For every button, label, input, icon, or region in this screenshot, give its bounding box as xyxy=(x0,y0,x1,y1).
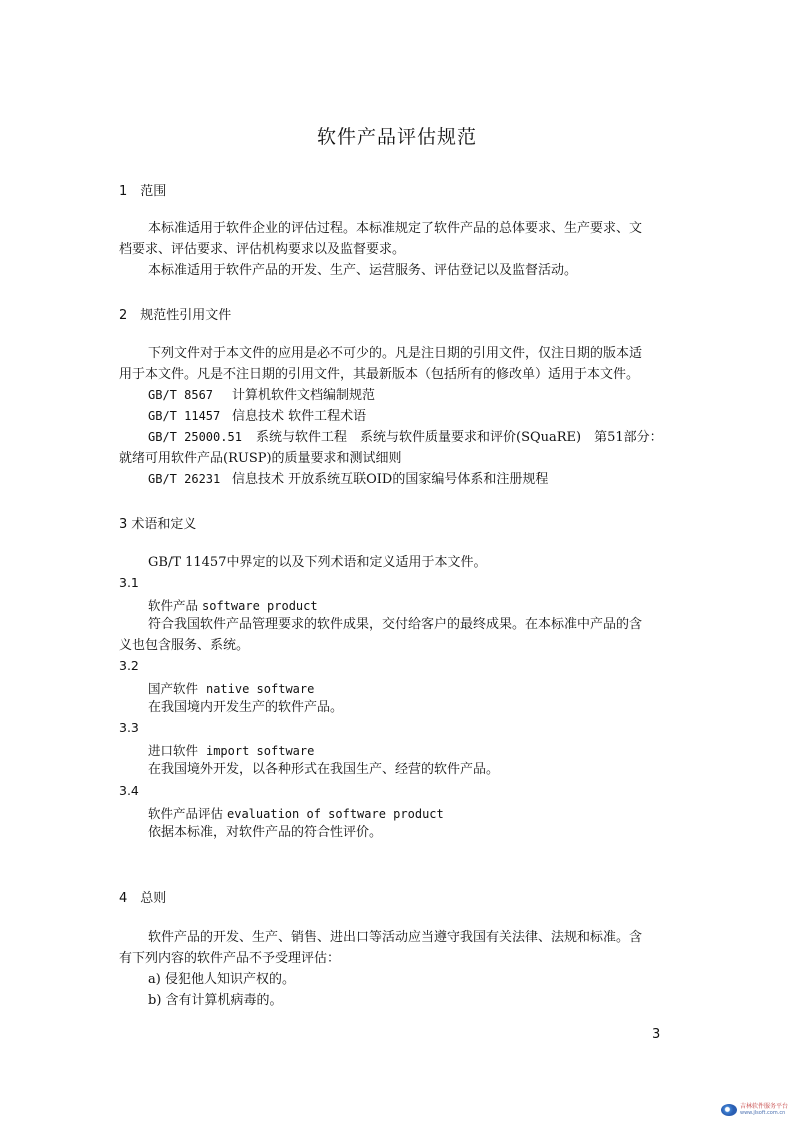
reference-title: 就绪可用软件产品(RUSP)的质量要求和测试细则 xyxy=(119,451,402,466)
reference-code: GB/T 25000.51 xyxy=(148,430,242,444)
section-1-para-1-line-2: 档要求、评估要求、评估机构要求以及监督要求。 xyxy=(119,242,406,257)
section-1-para-1-line-1: 本标准适用于软件企业的评估过程。本标准规定了软件产品的总体要求、生产要求、文 xyxy=(148,221,643,236)
term-title xyxy=(148,596,318,614)
reference-title: 信息技术 开放系统互联OID的国家编号体系和注册规程 xyxy=(232,472,549,487)
reference-item-continuation xyxy=(119,448,402,469)
section-3-heading: 3 术语和定义 xyxy=(119,517,197,532)
term-title xyxy=(148,804,444,822)
watermark xyxy=(721,1103,788,1117)
globe-logo-icon xyxy=(721,1104,737,1116)
section-4-para-line-2: 有下列内容的软件产品不予受理评估： xyxy=(119,951,341,966)
term-en: native software xyxy=(205,682,315,696)
list-item: b) 含有计算机病毒的。 xyxy=(148,993,283,1008)
reference-title: 系统与软件工程 系统与软件质量要求和评价(SQuaRE) 第51部分： xyxy=(256,430,663,445)
page-number: 3 xyxy=(652,1027,661,1042)
watermark-name: 吉林软件服务平台 xyxy=(739,1103,788,1110)
term-cn: 进口软件 xyxy=(148,743,199,758)
section-2-para-line-1: 下列文件对于本文件的应用是必不可少的。凡是注日期的引用文件，仅注日期的版本适 xyxy=(148,346,643,361)
reference-item xyxy=(148,469,548,490)
reference-code: GB/T 11457 xyxy=(148,409,221,423)
section-3-intro: GB/T 11457中界定的以及下列术语和定义适用于本文件。 xyxy=(148,555,487,570)
section-4-heading: 4 总则 xyxy=(119,891,167,906)
section-4-para-line-1: 软件产品的开发、生产、销售、进出口等活动应当遵守我国有关法律、法规和标准。含 xyxy=(148,930,643,945)
term-cn: 国产软件 xyxy=(148,681,199,696)
term-cn: 软件产品 xyxy=(148,598,199,613)
term-title xyxy=(148,679,314,697)
reference-item xyxy=(148,406,366,427)
reference-title: 计算机软件文档编制规范 xyxy=(232,388,376,403)
section-2-para-line-2: 用于本文件。凡是不注日期的引用文件，其最新版本（包括所有的修改单）适用于本文件。 xyxy=(119,367,640,382)
term-title xyxy=(148,741,314,759)
reference-code: GB/T 26231 xyxy=(148,472,221,486)
section-1-para-2: 本标准适用于软件产品的开发、生产、运营服务、评估登记以及监督活动。 xyxy=(148,263,578,278)
term-en: evaluation of software product xyxy=(227,807,444,821)
list-item: a) 侵犯他人知识产权的。 xyxy=(148,972,295,987)
term-number: 3.3 xyxy=(119,720,139,735)
term-definition: 在我国境外开发，以各种形式在我国生产、经营的软件产品。 xyxy=(148,762,500,777)
term-en: software product xyxy=(202,599,318,613)
term-cn: 软件产品评估 xyxy=(148,806,224,821)
watermark-url: www.jlsoft.com.cn xyxy=(739,1110,786,1116)
term-number: 3.2 xyxy=(119,658,139,673)
term-number: 3.1 xyxy=(119,575,139,590)
term-definition-line-1: 符合我国软件产品管理要求的软件成果，交付给客户的最终成果。在本标准中产品的含 xyxy=(148,617,643,632)
section-1-heading: 1 范围 xyxy=(119,184,167,199)
term-definition-line-2: 义也包含服务、系统。 xyxy=(119,638,250,653)
reference-item xyxy=(148,385,375,406)
page-title: 软件产品评估规范 xyxy=(316,126,477,148)
term-definition: 在我国境内开发生产的软件产品。 xyxy=(148,700,344,715)
reference-title: 信息技术 软件工程术语 xyxy=(232,409,367,424)
reference-code: GB/T 8567 xyxy=(148,388,214,402)
term-en: import software xyxy=(205,744,315,758)
term-definition: 依据本标准，对软件产品的符合性评价。 xyxy=(148,825,383,840)
reference-item xyxy=(148,427,663,448)
term-number: 3.4 xyxy=(119,783,139,798)
section-2-heading: 2 规范性引用文件 xyxy=(119,308,232,323)
